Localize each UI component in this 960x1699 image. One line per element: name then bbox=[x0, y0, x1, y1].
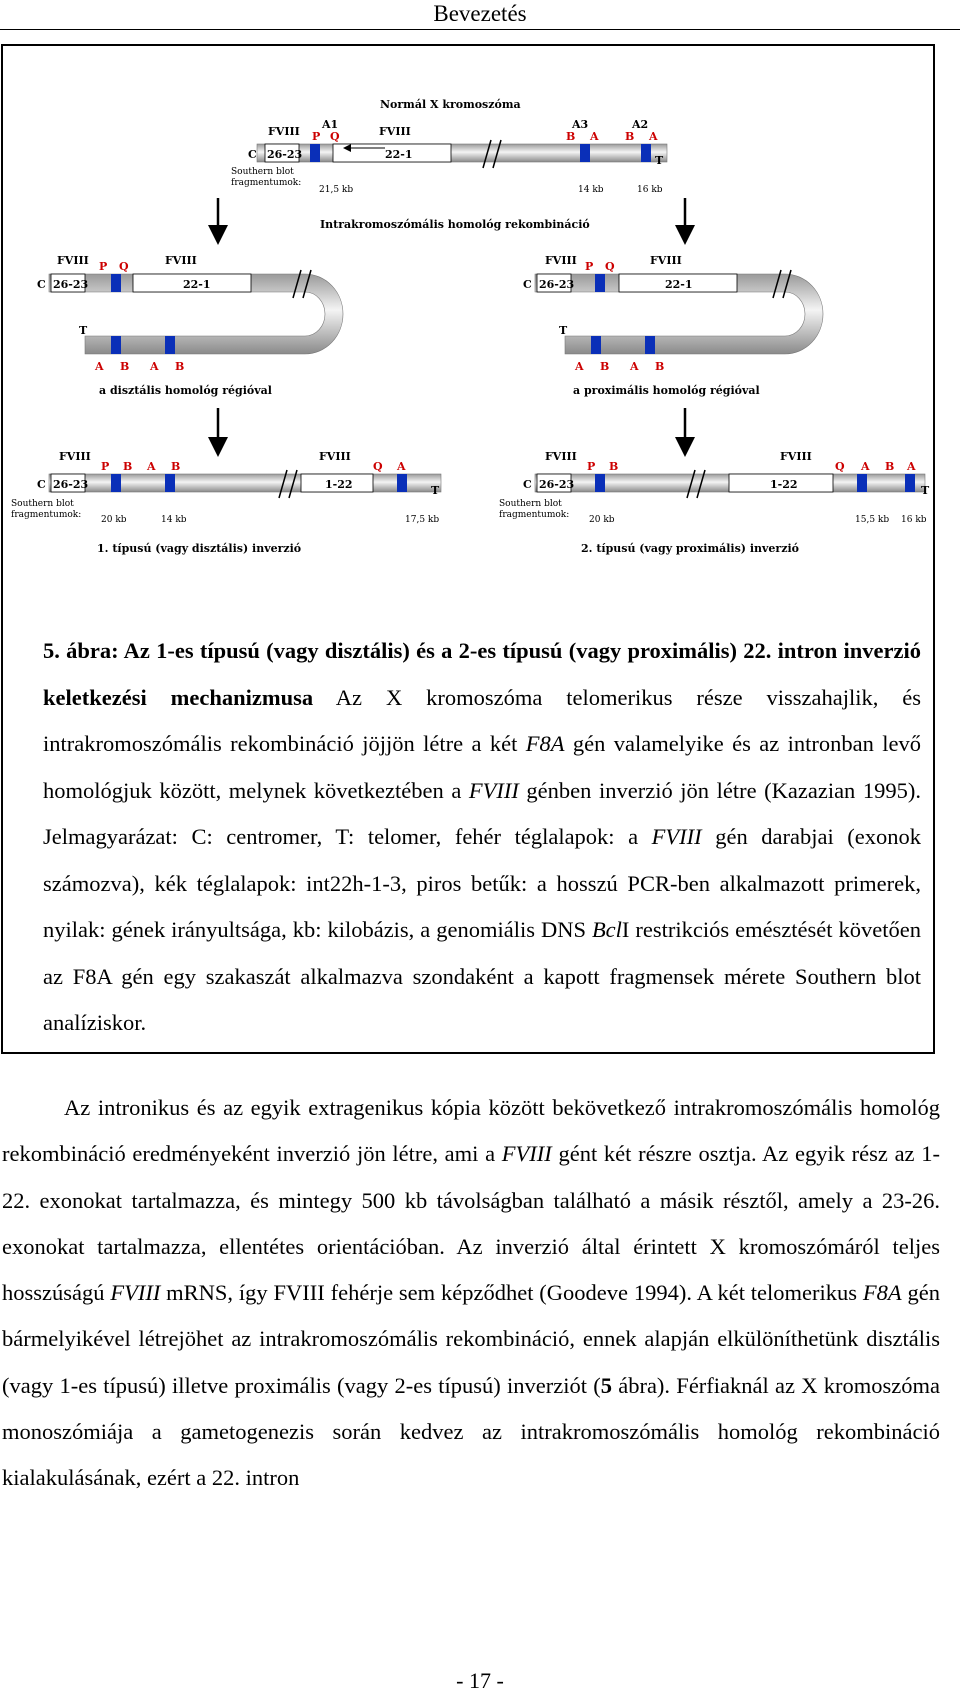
svg-text:Q: Q bbox=[373, 460, 383, 473]
svg-text:14 kb: 14 kb bbox=[161, 515, 187, 525]
svg-text:P: P bbox=[101, 460, 110, 473]
svg-text:2. típusú (vagy proximális) in: 2. típusú (vagy proximális) inverzió bbox=[581, 542, 799, 555]
exon-26-23-label: 26-23 bbox=[267, 148, 303, 161]
svg-text:B: B bbox=[123, 460, 133, 473]
svg-text:26-23: 26-23 bbox=[539, 478, 575, 491]
type2-inversion bbox=[499, 450, 930, 555]
svg-text:22-1: 22-1 bbox=[665, 278, 693, 291]
svg-text:fragmentumok:: fragmentumok: bbox=[499, 510, 570, 520]
svg-text:17,5 kb: 17,5 kb bbox=[405, 515, 440, 525]
svg-text:FVIII: FVIII bbox=[57, 254, 89, 267]
svg-text:16 kb: 16 kb bbox=[901, 515, 927, 525]
folded-chromosome-proximal bbox=[523, 254, 823, 452]
svg-text:A: A bbox=[590, 130, 599, 143]
svg-text:B: B bbox=[171, 460, 181, 473]
type1-inversion bbox=[11, 450, 441, 555]
svg-text:T: T bbox=[559, 324, 568, 337]
svg-text:22-1: 22-1 bbox=[183, 278, 211, 291]
svg-text:Q: Q bbox=[605, 260, 615, 273]
svg-text:FVIII: FVIII bbox=[379, 125, 411, 138]
svg-text:C: C bbox=[37, 278, 46, 291]
svg-text:Intrakromoszómális homológ rek: Intrakromoszómális homológ rekombináció bbox=[320, 218, 590, 231]
svg-text:Southern blot: Southern blot bbox=[231, 167, 294, 177]
svg-text:Southern blot: Southern blot bbox=[499, 499, 562, 509]
svg-text:FVIII: FVIII bbox=[780, 450, 812, 463]
svg-text:B: B bbox=[885, 460, 895, 473]
svg-text:20 kb: 20 kb bbox=[589, 515, 615, 525]
svg-text:T: T bbox=[921, 484, 930, 497]
svg-text:FVIII: FVIII bbox=[59, 450, 91, 463]
int22h-2-block bbox=[580, 144, 590, 162]
figure-box bbox=[1, 44, 935, 1054]
svg-text:26-23: 26-23 bbox=[539, 278, 575, 291]
svg-text:FVIII: FVIII bbox=[650, 254, 682, 267]
svg-text:14 kb: 14 kb bbox=[578, 185, 604, 195]
svg-text:C: C bbox=[523, 478, 532, 491]
svg-text:B: B bbox=[175, 360, 185, 373]
svg-text:A2: A2 bbox=[632, 118, 649, 131]
svg-text:B: B bbox=[625, 130, 635, 143]
svg-text:FVIII: FVIII bbox=[165, 254, 197, 267]
inversion-diagram bbox=[5, 48, 933, 608]
svg-text:FVIII: FVIII bbox=[545, 254, 577, 267]
svg-text:P: P bbox=[585, 260, 594, 273]
svg-text:26-23: 26-23 bbox=[53, 278, 89, 291]
normal-chromosome bbox=[218, 98, 685, 240]
svg-text:A: A bbox=[861, 460, 870, 473]
caption-title: 5. ábra: Az 1-es típusú (vagy disztális) és a 2-es típusú (vagy proximális) 22. intron inverzió keletkezési mechanizmusa bbox=[43, 638, 921, 710]
svg-text:C: C bbox=[37, 478, 46, 491]
svg-text:B: B bbox=[609, 460, 619, 473]
int22h-1-block bbox=[310, 144, 320, 162]
svg-text:1-22: 1-22 bbox=[770, 478, 798, 491]
svg-text:T: T bbox=[431, 484, 440, 497]
svg-text:fragmentumok:: fragmentumok: bbox=[231, 178, 302, 188]
svg-text:26-23: 26-23 bbox=[53, 478, 89, 491]
int22h-3-block bbox=[641, 144, 651, 162]
svg-text:A: A bbox=[397, 460, 406, 473]
svg-text:A1: A1 bbox=[322, 118, 339, 131]
svg-text:Q: Q bbox=[835, 460, 845, 473]
svg-text:FVIII: FVIII bbox=[545, 450, 577, 463]
running-head: Bevezetés bbox=[433, 1, 527, 26]
svg-text:B: B bbox=[600, 360, 610, 373]
svg-text:A: A bbox=[907, 460, 916, 473]
svg-text:T: T bbox=[79, 324, 88, 337]
svg-text:P: P bbox=[587, 460, 596, 473]
svg-text:B: B bbox=[566, 130, 576, 143]
svg-text:1-22: 1-22 bbox=[325, 478, 353, 491]
svg-text:B: B bbox=[655, 360, 665, 373]
svg-text:FVIII: FVIII bbox=[268, 125, 300, 138]
svg-text:A: A bbox=[649, 130, 658, 143]
svg-text:A3: A3 bbox=[572, 118, 589, 131]
svg-text:C: C bbox=[523, 278, 532, 291]
svg-text:A: A bbox=[575, 360, 584, 373]
svg-text:a proximális homológ régióval: a proximális homológ régióval bbox=[573, 384, 760, 397]
svg-text:a disztális homológ régióval: a disztális homológ régióval bbox=[99, 384, 272, 397]
normal-x-label: Normál X kromoszóma bbox=[380, 98, 521, 111]
svg-text:A: A bbox=[630, 360, 639, 373]
page-number: - 17 - bbox=[456, 1668, 504, 1693]
svg-text:fragmentumok:: fragmentumok: bbox=[11, 510, 82, 520]
svg-text:Q: Q bbox=[330, 130, 340, 143]
svg-text:A: A bbox=[95, 360, 104, 373]
exon-22-1-label: 22-1 bbox=[385, 148, 413, 161]
figure-caption: 5. ábra: Az 1-es típusú (vagy disztális) és a 2-es típusú (vagy proximális) 22. intron inverzió keletkezési mechanizmusa Az X kromoszóma telomerikus része visszahajlik, és intrakromoszómális rekombináció jöjjön létre a két F8A gén valamelyike és az intronban levő homológjuk között, melynek következtében a FVIII génben inverzió jön létre (Kazazian 1995). Jelmagyarázat: C: centromer, T: telomer, fehér téglalapok: a FVIII gén darabjai (exonok számozva), kék téglalapok: int22h-1-3, piros betűk: a hosszú PCR-ben alkalmazott primerek, nyilak: gének irányultsága, kb: kilobázis, a genomiális DNS BclI restrikciós emésztését követően az F8A gén egy szakaszát alkalmazva szondaként a kapott fragmensek mérete Southern blot analíziskor. bbox=[43, 638, 921, 1035]
svg-text:21,5 kb: 21,5 kb bbox=[319, 185, 354, 195]
svg-text:A: A bbox=[147, 460, 156, 473]
svg-text:Q: Q bbox=[119, 260, 129, 273]
svg-text:P: P bbox=[99, 260, 108, 273]
svg-text:FVIII: FVIII bbox=[319, 450, 351, 463]
svg-text:20 kb: 20 kb bbox=[101, 515, 127, 525]
header-rule bbox=[0, 29, 960, 30]
telomere-label: T bbox=[655, 154, 664, 167]
svg-text:B: B bbox=[120, 360, 130, 373]
svg-text:Southern blot: Southern blot bbox=[11, 499, 74, 509]
body-paragraph: Az intronikus és az egyik extragenikus kópia között bekövetkező intrakromoszómális homológ rekombináció eredményeként inverzió jön létre, ami a FVIII gént két részre osztja. Az egyik rész az 1-22. exonokat tartalmazza, és mintegy 500 kb távolságban található a másik résztől, amely a 23-26. exonokat tartalmazza, ellentétes orientációban. Az inverzió által érintett X kromoszómáról teljes hosszúságú FVIII mRNS, így FVIII fehérje sem képződhet (Goodeve 1994). A két telomerikus F8A gén bármelyikével létrejöhet az intrakromoszómális rekombináció, ennek alapján elkülöníthetünk disztális (vagy 1-es típusú) illetve proximális (vagy 2-es típusú) inverziót (5 ábra). Férfiaknál az X kromoszóma monoszómiája a gametogenezis során kedvez az intrakromoszómális homológ rekombináció kialakulásának, ezért a 22. intron bbox=[2, 1095, 940, 1491]
svg-text:P: P bbox=[312, 130, 321, 143]
svg-text:15,5 kb: 15,5 kb bbox=[855, 515, 890, 525]
svg-text:A: A bbox=[150, 360, 159, 373]
centromere-label: C bbox=[248, 148, 257, 161]
svg-text:16 kb: 16 kb bbox=[637, 185, 663, 195]
svg-text:1. típusú (vagy disztális) inv: 1. típusú (vagy disztális) inverzió bbox=[97, 542, 302, 555]
folded-chromosome-distal bbox=[37, 254, 343, 452]
